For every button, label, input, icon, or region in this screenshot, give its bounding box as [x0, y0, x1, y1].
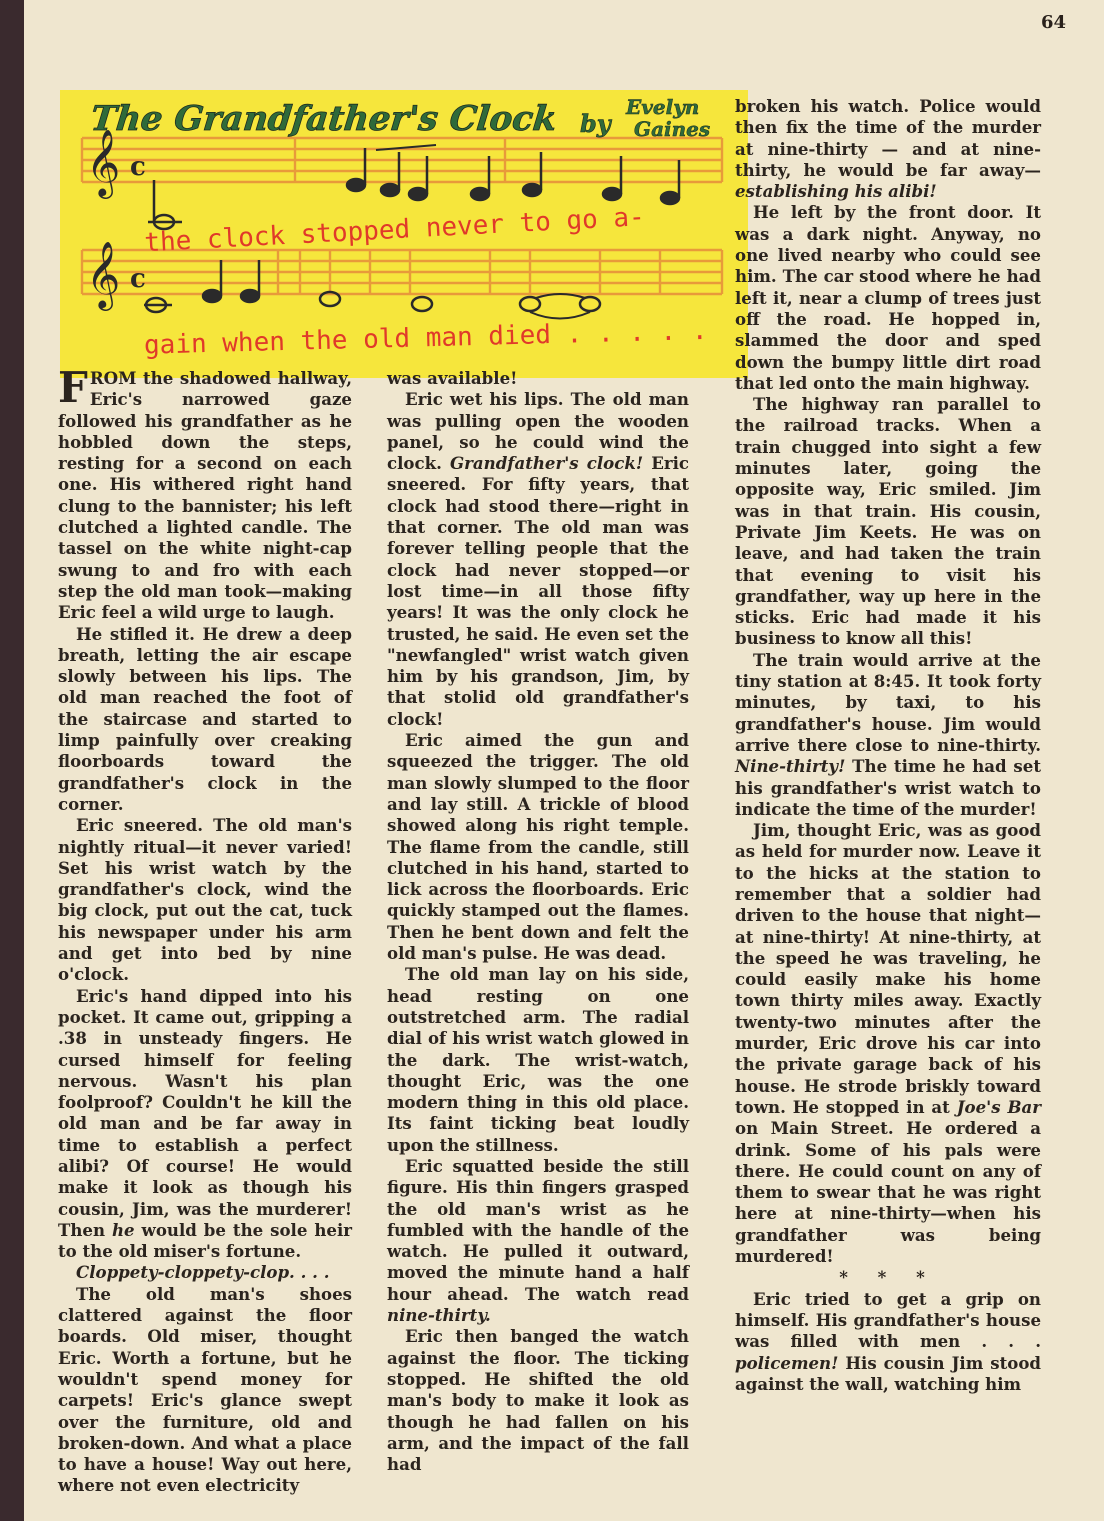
time-signature-icon: c: [130, 152, 146, 182]
title-illustration: [60, 90, 748, 378]
story-column-2: [387, 368, 689, 1475]
drop-cap: F: [58, 363, 88, 412]
story-paragraph: The old man's shoes clattered against the floor boards. Old miser, thought Eric. Worth a fortune, but he wouldn't spend money for carpets! Eric's glance swept over the furniture, old and broken-down. And what a place to have a house! Way out here, where not even electricity: [58, 1283, 352, 1496]
upper-staff: [82, 138, 722, 182]
story-paragraph: Eric aimed the gun and squeezed the trigger. The old man slowly slumped to the floor and lay still. A trickle of blood showed along his right temple. The flame from the candle, still clutched in his hand, started to lick across the floorboards. Eric quickly stamped out the flames. Then he bent down and felt the old man's pulse. He was dead.: [387, 730, 689, 964]
page-number: 64: [1040, 12, 1066, 33]
story-paragraph: Cloppety-cloppety-clop. . . .: [76, 1262, 330, 1283]
story-column-3: [735, 96, 1041, 1395]
author-last-name: Gaines: [634, 117, 711, 141]
story-paragraph: broken his watch. Police would then fix the time of the murder at nine-thirty — and at nine-thirty, he would be far away—establishing his alibi!: [735, 96, 1041, 202]
story-paragraph: The old man lay on his side, head resting on one outstretched arm. The radial dial of his wrist watch glowed in the dark. The wrist-watch, thought Eric, was the one modern thing in this old place. Its faint ticking beat loudly upon the stillness.: [387, 964, 689, 1155]
magazine-page: [24, 0, 1104, 1521]
byline-by: by: [580, 109, 611, 138]
lower-notes: [144, 260, 600, 319]
story-paragraph: He left by the front door. It was a dark night. Anyway, no one lived nearby who could see him. The car stood where he had left it, near a clump of trees just off the road. He hopped in, slammed the door and sped down the bumpy little dirt road that led onto the main highway.: [735, 202, 1041, 393]
story-paragraph: Eric's hand dipped into his pocket. It came out, gripping a .38 in unsteady fingers. He cursed himself for feeling nervous. Wasn't his plan foolproof? Couldn't he kill the old man and be far away in time to establish a perfect alibi? Of course! He would make it look as though his cousin, Jim, was the murderer! Then he would be the sole heir to the old miser's fortune.: [58, 985, 352, 1262]
story-title: The Grandfather's Clock: [88, 99, 559, 139]
story-paragraph: Eric sneered. The old man's nightly ritual—it never varied! Set his wrist watch by the grandfather's clock, wind the big clock, put out the cat, tuck his newspaper under his arm and get into bed by nine o'clock.: [58, 815, 352, 985]
treble-clef-icon: 𝄞: [86, 128, 121, 196]
story-column-1: [58, 363, 352, 1497]
section-break-stars: * * *: [839, 1267, 937, 1288]
title-panel: [60, 90, 748, 378]
story-paragraph: Eric wet his lips. The old man was pulling open the wooden panel, so he could wind the clock. Grandfather's clock! Eric sneered. For fifty years, that clock had stood there—right in that corner. The old man was forever telling people that the clock had never stopped—or lost time—in all those fifty years! It was the only clock he trusted, he said. He even set the "newfangled" wrist watch given him by his grandson, Jim, by that stolid old grandfather's clock!: [387, 389, 690, 729]
story-paragraph: Eric then banged the watch against the floor. The ticking stopped. He shifted the old man's body to make it look as though he had fallen on his arm, and the impact of the fall had: [387, 1326, 689, 1475]
story-paragraph: was available!: [387, 368, 518, 388]
lyric-line-1: the clock stopped never to go a-: [143, 202, 646, 259]
story-paragraph: Eric tried to get a grip on himself. His grandfather's house was filled with men . . . policemen! His cousin Jim stood against the wall, watching him: [735, 1288, 1041, 1394]
story-paragraph: The highway ran parallel to the railroad tracks. When a train chugged into sight a few minutes later, going the opposite way, Eric smiled. Jim was in that train. His cousin, Private Jim Keets. He was on leave, and had taken the train that evening to visit his grandfather, way up here in the sticks. Eric had made it his business to know all this!: [735, 394, 1041, 649]
story-paragraph: FROM the shadowed hallway, Eric's narrowed gaze followed his grandfather as he hobbled down the steps, resting for a second on each one. His withered right hand clung to the bannister; his left clutched a lighted candle. The tassel on the white night-cap swung to and fro with each step the old man took—making Eric feel a wild urge to laugh.: [58, 363, 352, 623]
treble-clef-icon-2: 𝄞: [86, 240, 121, 308]
author-first-name: Evelyn: [626, 95, 700, 119]
lyric-line-2: gain when the old man died . . . . .: [143, 315, 708, 361]
story-paragraph: He stifled it. He drew a deep breath, letting the air escape slowly between his lips. The old man reached the foot of the staircase and started to limp painfully over creaking floorboards toward the grandfather's clock in the corner.: [58, 623, 352, 814]
story-paragraph: The train would arrive at the tiny station at 8:45. It took forty minutes, by taxi, to his grandfather's house. Jim would arrive there close to nine-thirty. Nine-thirty! The time he had set his grandfather's wrist watch to indicate the time of the murder!: [735, 649, 1041, 819]
story-paragraph: Jim, thought Eric, was as good as held for murder now. Leave it to the hicks at the station to remember that a soldier had driven to the house that night—at nine-thirty! At nine-thirty, at the speed he was traveling, he could easily make his home town thirty miles away. Exactly twenty-two minutes after the murder, Eric drove his car into the private garage back of his house. He strode briskly toward town. He stopped in at Joe's Bar on Main Street. He ordered a drink. Some of his pals were there. He could count on any of them to swear that he was right here at nine-thirty—when his grandfather was being murdered!: [735, 820, 1041, 1267]
story-paragraph: Eric squatted beside the still figure. His thin fingers grasped the old man's wrist as he fumbled with the handle of the watch. He pulled it outward, moved the minute hand a half hour ahead. The watch read nine-thirty.: [387, 1155, 689, 1326]
lower-staff: [82, 250, 722, 294]
time-signature-icon-2: c: [130, 264, 146, 294]
